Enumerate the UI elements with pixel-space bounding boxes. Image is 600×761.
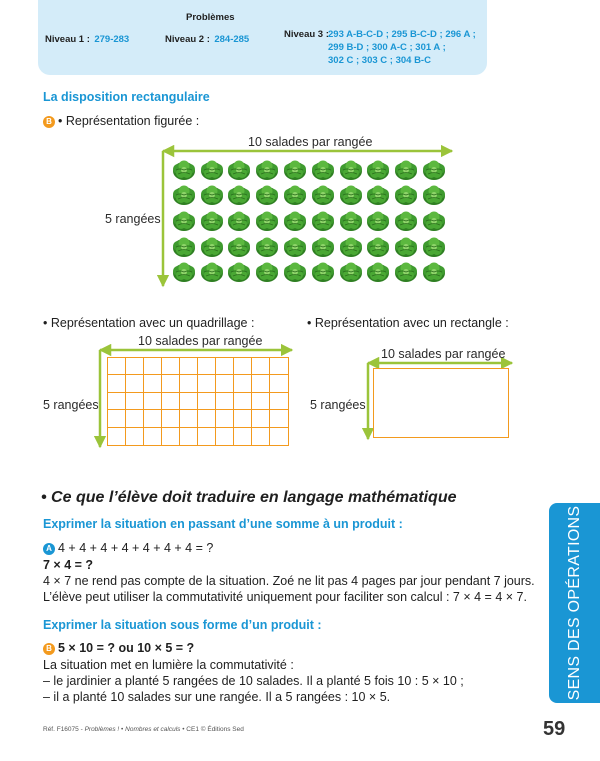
level-3-label: Niveau 3 : [284,29,329,40]
lettuce-icon [227,159,251,181]
product-2-text: 5 × 10 = ? ou 10 × 5 = ? [58,641,195,655]
lettuce-icon [339,261,363,283]
translation-heading: • Ce que l’élève doit traduire en langage mathématique [41,489,457,506]
lettuce-icon [366,210,390,232]
rectangle-shape [373,368,509,438]
figure-intro-text: • Représentation figurée : [58,114,200,128]
lettuce-grid [170,157,448,285]
lettuce-icon [422,159,446,181]
grid-cell [144,410,162,427]
level-1-label: Niveau 1 : [45,34,90,45]
lettuce-icon [255,184,279,206]
grid-cell [270,358,288,375]
grid-rep-title: • Représentation avec un quadrillage : [43,316,255,330]
sum-expression-text: 4 + 4 + 4 + 4 + 4 + 4 + 4 = ? [58,541,214,555]
grid-cell [198,375,216,392]
grid-cell [252,375,270,392]
grid-cell [252,393,270,410]
lettuce-icon [227,210,251,232]
grid-cell [144,428,162,445]
explanation-line-1: 4 × 7 ne rend pas compte de la situation. Zoé ne lit pas 4 pages par jour pendant 7 jours. [43,574,535,588]
lettuce-icon [366,159,390,181]
lettuce-icon [255,210,279,232]
grid-cell [180,375,198,392]
grid-rep-side-label: 5 rangées [43,398,99,412]
grid-cell [126,410,144,427]
lettuce-icon [394,236,418,258]
product-expression: 7 × 4 = ? [43,558,94,572]
problems-title: Problèmes [186,12,235,23]
grid-cell [162,393,180,410]
lettuce-icon [283,261,307,283]
grid-cell [162,410,180,427]
lettuce-icon [200,236,224,258]
grid-cell [198,410,216,427]
lettuce-icon [255,261,279,283]
lettuce-icon [394,184,418,206]
lettuce-icon [200,210,224,232]
level-3-pages-line-3[interactable]: 302 C ; 303 C ; 304 B-C [328,55,431,66]
subheading-sum-to-product: Exprimer la situation en passant d’une somme à un produit : [43,517,403,531]
grid-cell [198,358,216,375]
badge-b-icon: B [43,116,55,128]
grid-cell [180,410,198,427]
grid-cell [216,375,234,392]
lettuce-icon [283,210,307,232]
product-2-expression [43,641,194,655]
footer-theme: Nombres et calculs [125,726,181,733]
figure-top-label: 10 salades par rangée [248,135,373,149]
footer-reference [43,726,244,733]
lettuce-icon [311,184,335,206]
lettuce-icon [172,236,196,258]
grid-cell [126,375,144,392]
grid-cell [162,375,180,392]
lettuce-icon [283,159,307,181]
badge-a-icon: A [43,543,55,555]
grid-cell [108,428,126,445]
lettuce-icon [283,236,307,258]
grid-cell [252,410,270,427]
level-1-pages[interactable]: 279-283 [94,34,130,45]
lettuce-icon [283,184,307,206]
grid-cell [108,393,126,410]
lettuce-icon [394,261,418,283]
grid-cell [162,358,180,375]
lettuce-icon [422,261,446,283]
lettuce-icon [200,159,224,181]
grid-cell [144,393,162,410]
lettuce-icon [255,236,279,258]
sum-expression [43,541,213,555]
lettuce-icon [339,210,363,232]
grid-cell [162,428,180,445]
lettuce-icon [394,210,418,232]
lettuce-icon [339,236,363,258]
subheading-product-form: Exprimer la situation sous forme d’un produit : [43,618,322,632]
grid-cell [234,358,252,375]
level-3-pages-line-1[interactable]: 293 A-B-C-D ; 295 B-C-D ; 296 A ; [328,29,476,40]
commutativity-line: La situation met en lumière la commutativité : [43,658,294,672]
grid-cell [108,375,126,392]
grid-cell [198,428,216,445]
footer-rest: • CE1 © Éditions Sed [180,726,244,733]
grid-cell [144,375,162,392]
lettuce-icon [339,159,363,181]
grid-cell [234,428,252,445]
footer-ref: Réf. F16075 - [43,726,85,733]
rect-rep-top-label: 10 salades par rangée [381,347,506,361]
page-number: 59 [543,718,566,740]
lettuce-icon [311,159,335,181]
grid-cell [270,393,288,410]
grid-cell [108,358,126,375]
grid-cell [216,393,234,410]
badge-b2-icon: B [43,643,55,655]
section-title-disposition: La disposition rectangulaire [43,90,210,104]
gardener-line-1: – le jardinier a planté 5 rangées de 10 salades. Il a planté 5 fois 10 : 5 × 10 ; [43,674,464,688]
figure-side-label: 5 rangées [105,212,161,226]
quadrillage-grid [107,357,289,446]
lettuce-icon [422,210,446,232]
lettuce-icon [422,184,446,206]
grid-cell [252,428,270,445]
chapter-side-tab [549,503,600,703]
level-3-pages-line-2[interactable]: 299 B-D ; 300 A-C ; 301 A ; [328,42,446,53]
lettuce-icon [200,261,224,283]
explanation-line-2: L’élève peut utiliser la commutativité uniquement pour faciliter son calcul : 7 × 4 = 4 × 7. [43,590,527,604]
lettuce-icon [339,184,363,206]
grid-cell [180,393,198,410]
lettuce-icon [366,261,390,283]
lettuce-icon [172,210,196,232]
grid-cell [180,428,198,445]
grid-cell [270,428,288,445]
grid-cell [234,375,252,392]
grid-cell [126,428,144,445]
grid-cell [234,410,252,427]
lettuce-icon [200,184,224,206]
lettuce-icon [311,210,335,232]
lettuce-icon [172,184,196,206]
lettuce-icon [255,159,279,181]
lettuce-icon [366,236,390,258]
lettuce-icon [311,236,335,258]
footer-sep: • [119,726,126,733]
lettuce-icon [227,184,251,206]
grid-cell [180,358,198,375]
chapter-side-tab-label: SENS DES OPÉRATIONS [565,505,583,701]
rect-rep-title: • Représentation avec un rectangle : [307,316,509,330]
gardener-line-2: – il a planté 10 salades sur une rangée. Il a 5 rangées : 10 × 5. [43,690,391,704]
grid-cell [234,393,252,410]
lettuce-icon [366,184,390,206]
level-2-pages[interactable]: 284-285 [214,34,250,45]
rect-rep-side-label: 5 rangées [310,398,366,412]
grid-cell [216,358,234,375]
grid-cell [144,358,162,375]
lettuce-icon [394,159,418,181]
grid-cell [126,393,144,410]
lettuce-icon [227,236,251,258]
lettuce-icon [422,236,446,258]
lettuce-icon [172,159,196,181]
lettuce-icon [311,261,335,283]
lettuce-icon [227,261,251,283]
grid-cell [198,393,216,410]
grid-cell [216,410,234,427]
lettuce-icon [172,261,196,283]
grid-cell [216,428,234,445]
grid-cell [270,410,288,427]
grid-cell [126,358,144,375]
level-2-label: Niveau 2 : [165,34,210,45]
grid-cell [270,375,288,392]
grid-rep-top-label: 10 salades par rangée [138,334,263,348]
footer-book: Problèmes ! [84,726,120,733]
grid-cell [252,358,270,375]
grid-cell [108,410,126,427]
